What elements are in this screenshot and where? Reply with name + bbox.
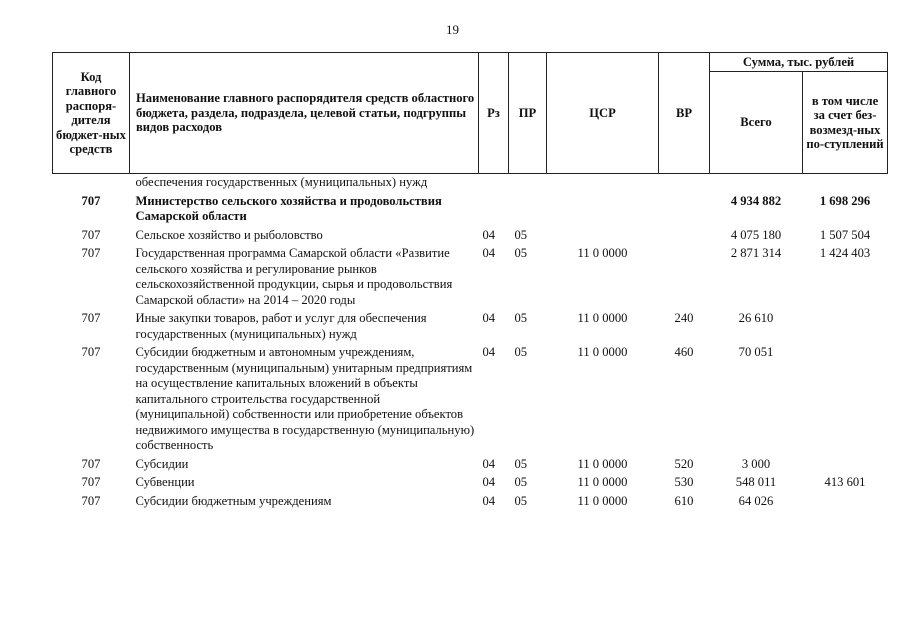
cell-code: 707 xyxy=(81,311,101,325)
budget-table xyxy=(52,52,888,511)
cell-name: Министерство сельского хозяйства и продовольствия Самарской области xyxy=(135,193,442,223)
cell-vr xyxy=(659,245,710,310)
cell-pr: 05 xyxy=(514,345,528,359)
cell-name: Иные закупки товаров, работ и услуг для обеспечения государственных (муниципальных) нужд xyxy=(135,311,427,341)
cell-rz xyxy=(479,174,509,193)
cell-code: 707 xyxy=(81,345,101,359)
cell-rz: 04 xyxy=(482,456,496,471)
table-row xyxy=(53,474,888,493)
header-code: Код главного распоря-дителя бюджет-ных средств xyxy=(53,53,130,174)
cell-free: 1 698 296 xyxy=(819,193,871,208)
cell-csr: 11 0 0000 xyxy=(577,456,628,471)
page-number: 19 xyxy=(446,22,459,37)
cell-rz: 04 xyxy=(482,227,496,242)
cell-pr xyxy=(509,174,547,193)
cell-pr: 05 xyxy=(514,227,528,242)
cell-rz xyxy=(479,193,509,227)
table-row xyxy=(53,193,888,227)
cell-csr: 11 0 0000 xyxy=(577,493,628,508)
cell-pr: 05 xyxy=(514,246,528,260)
cell-csr: 11 0 0000 xyxy=(577,246,628,260)
cell-csr: 11 0 0000 xyxy=(577,475,628,489)
cell-rz: 04 xyxy=(482,493,496,508)
table-row xyxy=(53,174,888,193)
header-total: Всего xyxy=(710,72,803,174)
cell-csr: 11 0 0000 xyxy=(577,311,628,325)
cell-total: 64 026 xyxy=(738,493,774,508)
cell-total: 548 011 xyxy=(735,475,777,489)
table-row xyxy=(53,310,888,344)
cell-name: Субвенции xyxy=(135,475,195,489)
cell-pr xyxy=(509,193,547,227)
cell-name: Субсидии xyxy=(135,456,189,471)
cell-vr: 520 xyxy=(674,456,694,471)
cell-free xyxy=(803,344,888,456)
cell-rz: 04 xyxy=(482,246,496,260)
cell-free xyxy=(803,456,888,475)
cell-total: 70 051 xyxy=(738,345,774,359)
table-row xyxy=(53,493,888,512)
cell-vr xyxy=(659,193,710,227)
cell-vr xyxy=(659,174,710,193)
cell-name: Субсидии бюджетным учреждениям xyxy=(135,493,332,508)
cell-code xyxy=(53,174,130,193)
cell-name: Субсидии бюджетным и автономным учреждениям, государственным (муниципальным) унитарным предприятиям на осуществление капитальных вложений в объекты капитального строительства государственной (муниципальной) собственности или приобретение объектов недвижимого имущества в государственную (муниципальную) собственность xyxy=(135,345,475,452)
header-name: Наименование главного распорядителя средств областного бюджета, раздела, подраздела, целевой статьи, подгруппы видов расходов xyxy=(130,53,479,174)
cell-name: обеспечения государственных (муниципальных) нужд xyxy=(135,175,428,189)
cell-code: 707 xyxy=(81,193,101,208)
cell-total: 4 075 180 xyxy=(730,227,782,242)
cell-csr xyxy=(547,193,659,227)
cell-vr xyxy=(659,227,710,246)
cell-free: 413 601 xyxy=(824,475,866,489)
cell-vr: 460 xyxy=(674,345,694,359)
cell-free xyxy=(803,493,888,512)
cell-name: Государственная программа Самарской области «Развитие сельского хозяйства и регулирование рынков сельскохозяйственной продукции, сырья и продовольствия Самарской области» на 2014 – 2020 годы xyxy=(135,246,453,307)
cell-total: 4 934 882 xyxy=(730,193,782,208)
cell-vr: 530 xyxy=(674,475,694,489)
cell-pr: 05 xyxy=(514,493,528,508)
table-row xyxy=(53,227,888,246)
cell-free xyxy=(803,174,888,193)
cell-rz: 04 xyxy=(482,345,496,359)
cell-code: 707 xyxy=(81,227,101,242)
table-row xyxy=(53,344,888,456)
table-row xyxy=(53,456,888,475)
table-row xyxy=(53,245,888,310)
header-rz: Рз xyxy=(479,53,509,174)
cell-code: 707 xyxy=(81,475,101,489)
header-sum: Сумма, тыс. рублей xyxy=(710,53,888,72)
cell-free xyxy=(803,310,888,344)
cell-total: 26 610 xyxy=(738,311,774,325)
cell-free: 1 507 504 xyxy=(819,227,871,242)
cell-vr: 610 xyxy=(674,493,694,508)
cell-pr: 05 xyxy=(514,311,528,325)
cell-total: 3 000 xyxy=(741,456,771,471)
header-pr: ПР xyxy=(509,53,547,174)
header-vr: ВР xyxy=(659,53,710,174)
cell-rz: 04 xyxy=(482,475,496,489)
cell-csr xyxy=(547,174,659,193)
table-header xyxy=(53,53,888,174)
cell-vr: 240 xyxy=(674,311,694,325)
cell-pr: 05 xyxy=(514,475,528,489)
header-free: в том числе за счет без-возмезд-ных по-ступлений xyxy=(803,72,888,174)
cell-code: 707 xyxy=(81,493,101,508)
header-csr: ЦСР xyxy=(547,53,659,174)
cell-csr: 11 0 0000 xyxy=(577,345,628,359)
table-body xyxy=(53,174,888,512)
cell-code: 707 xyxy=(81,246,101,260)
cell-name: Сельское хозяйство и рыболовство xyxy=(135,227,323,242)
cell-total xyxy=(710,174,803,193)
cell-rz: 04 xyxy=(482,311,496,325)
cell-code: 707 xyxy=(81,456,101,471)
cell-total: 2 871 314 xyxy=(730,246,782,260)
cell-pr: 05 xyxy=(514,456,528,471)
cell-csr xyxy=(547,227,659,246)
cell-free: 1 424 403 xyxy=(819,246,871,260)
